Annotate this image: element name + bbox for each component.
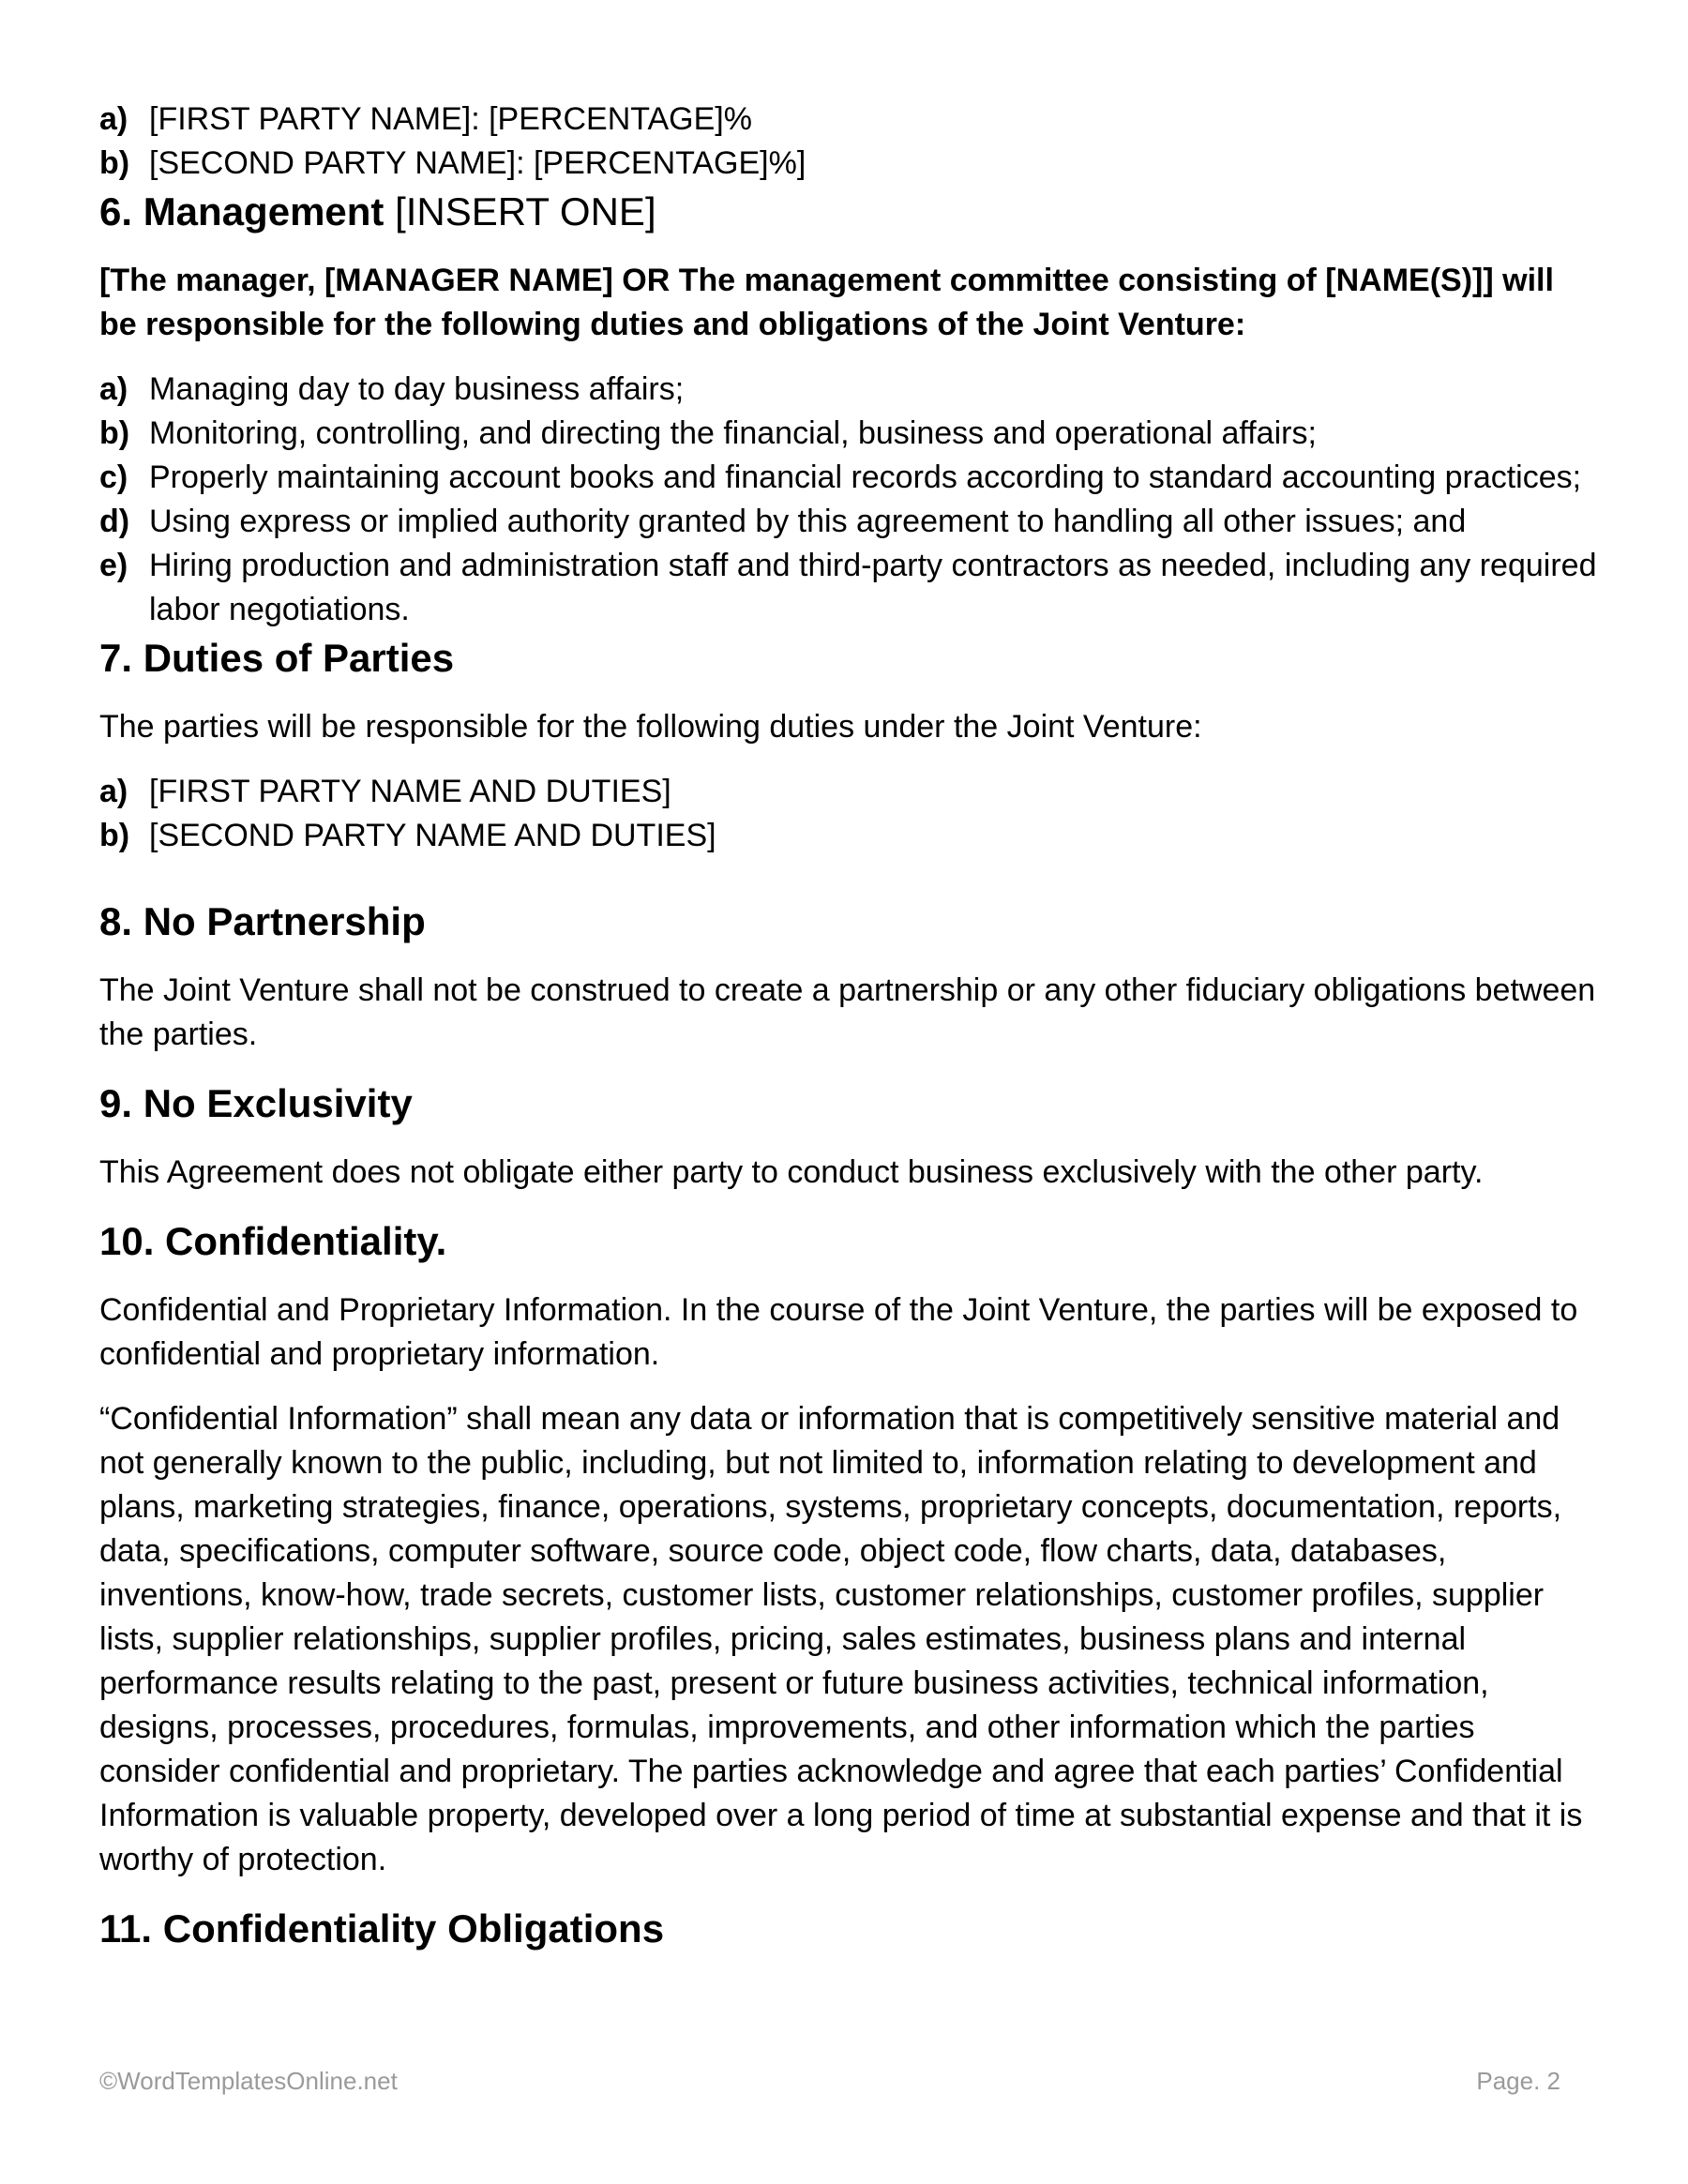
list-item-text: [SECOND PARTY NAME]: [PERCENTAGE]%] — [149, 145, 806, 181]
list-marker: b) — [99, 818, 130, 853]
section-10-heading: 10. Confidentiality. — [99, 1219, 447, 1263]
list-item — [99, 142, 1600, 186]
footer-copyright: ©WordTemplatesOnline.net — [99, 2067, 398, 2095]
list-item-text: [SECOND PARTY NAME AND DUTIES] — [149, 818, 716, 853]
section-8-heading: 8. No Partnership — [99, 899, 426, 943]
management-duties-list — [99, 368, 1600, 632]
list-item-text: Hiring production and administration staff and third-party contractors as needed, including any required labor negotiations. — [149, 548, 1597, 627]
list-item-text: [FIRST PARTY NAME AND DUTIES] — [149, 774, 671, 809]
list-item — [99, 544, 1600, 632]
heading-note: [INSERT ONE] — [395, 189, 656, 233]
section-9-heading: 9. No Exclusivity — [99, 1081, 413, 1125]
heading-text: 6. Management — [99, 189, 384, 233]
section-7-heading: 7. Duties of Parties — [99, 636, 455, 680]
list-marker: c) — [99, 459, 128, 495]
list-item-text: Properly maintaining account books and financial records according to standard accounting practices; — [149, 459, 1582, 495]
list-item — [99, 814, 1600, 858]
section-9-body: This Agreement does not obligate either party to conduct business exclusively with the other party. — [99, 1154, 1484, 1190]
list-item — [99, 770, 1600, 814]
list-item-text: Using express or implied authority granted by this agreement to handling all other issues; and — [149, 504, 1467, 539]
list-marker: e) — [99, 548, 128, 583]
list-item — [99, 500, 1600, 544]
percentage-list — [99, 98, 1600, 186]
list-item-text: [FIRST PARTY NAME]: [PERCENTAGE]% — [149, 101, 752, 137]
list-marker: a) — [99, 774, 128, 809]
section-6-intro: [The manager, [MANAGER NAME] OR The management committee consisting of [NAME(S)]] will be responsible for the following duties and obligations of the Joint Venture: — [99, 263, 1554, 342]
list-marker: a) — [99, 101, 128, 137]
document-page — [99, 98, 1600, 1955]
section-10-paragraph-1: Confidential and Proprietary Information. In the course of the Joint Venture, the parties will be exposed to confidential and proprietary information. — [99, 1292, 1578, 1372]
list-marker: d) — [99, 504, 130, 539]
section-7-intro: The parties will be responsible for the following duties under the Joint Venture: — [99, 709, 1202, 745]
list-item — [99, 98, 1600, 142]
section-8-body: The Joint Venture shall not be construed to create a partnership or any other fiduciary obligations between the parties. — [99, 972, 1596, 1052]
section-10-paragraph-2: “Confidential Information” shall mean any data or information that is competitively sensitive material and not generally known to the public, including, but not limited to, information relating to development and plans, marketing strategies, finance, operations, systems, proprietary concepts, documentation, reports, data, specifications, computer software, source code, object code, flow charts, data, databases, inventions, know-how, trade secrets, customer lists, customer relationships, customer profiles, supplier lists, supplier relationships, supplier profiles, pricing, sales estimates, business plans and internal performance results relating to the past, present or future business activities, technical information, designs, processes, procedures, formulas, improvements, and other information which the parties consider confidential and proprietary. The parties acknowledge and agree that each parties’ Confidential Information is valuable property, developed over a long period of time at substantial expense and that it is worthy of protection. — [99, 1401, 1583, 1877]
list-item — [99, 412, 1600, 456]
list-item — [99, 456, 1600, 500]
footer-page-number: Page. 2 — [1476, 2067, 1560, 2095]
list-marker: b) — [99, 145, 130, 181]
list-item-text: Managing day to day business affairs; — [149, 371, 685, 407]
section-6-heading — [99, 186, 1600, 238]
party-duties-list — [99, 770, 1600, 858]
list-marker: a) — [99, 371, 128, 407]
list-item — [99, 368, 1600, 412]
list-marker: b) — [99, 415, 130, 451]
list-item-text: Monitoring, controlling, and directing the financial, business and operational affairs; — [149, 415, 1317, 451]
section-11-heading: 11. Confidentiality Obligations — [99, 1906, 665, 1951]
